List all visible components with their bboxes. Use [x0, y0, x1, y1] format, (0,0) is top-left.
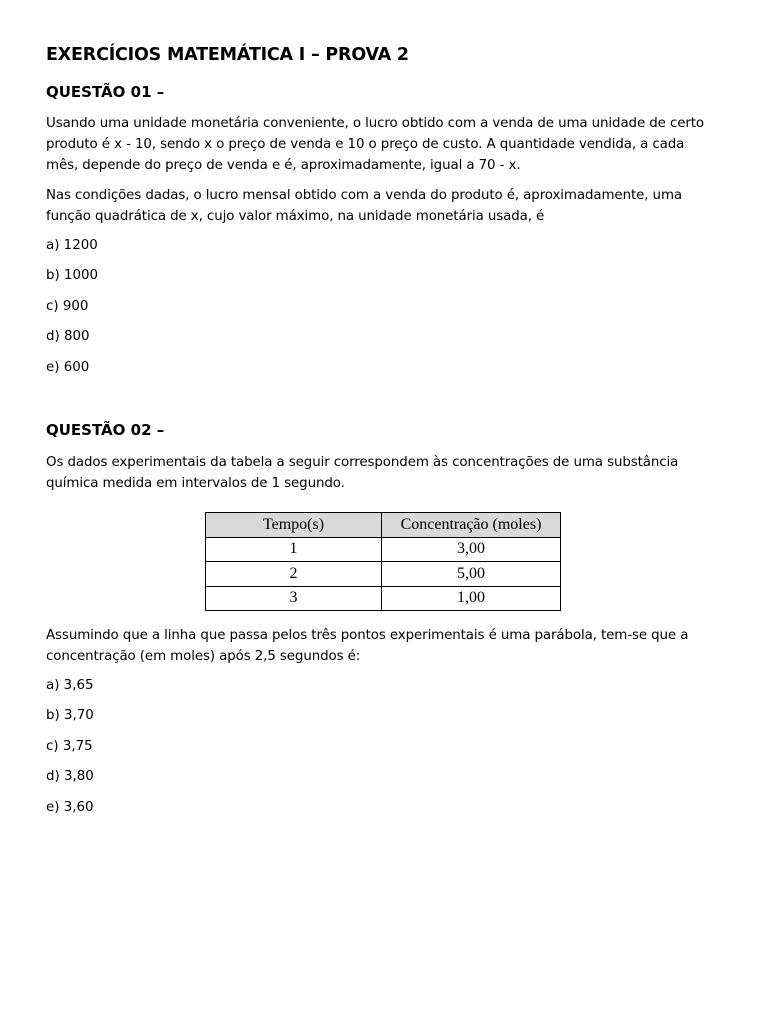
page-title: EXERCÍCIOS MATEMÁTICA I – PROVA 2 — [46, 45, 409, 65]
question-2-option-d: d) 3,80 — [46, 769, 94, 784]
question-1-heading: QUESTÃO 01 – — [46, 83, 165, 101]
question-2-statement: Os dados experimentais da tabela a seguir correspondem às concentrações de uma substância química medida em intervalos de 1 segundo. — [46, 455, 679, 491]
question-1-option-e: e) 600 — [46, 360, 90, 375]
table-cell-concentration: 5,00 — [382, 562, 561, 587]
table-row — [206, 586, 561, 611]
table-cell-concentration: 3,00 — [382, 537, 561, 562]
table-row — [206, 562, 561, 587]
question-2-heading: QUESTÃO 02 – — [46, 421, 165, 439]
table-cell-concentration: 1,00 — [382, 586, 561, 611]
question-2-option-b: b) 3,70 — [46, 708, 94, 723]
question-2-option-e: e) 3,60 — [46, 800, 94, 815]
table-cell-time: 2 — [206, 562, 382, 587]
question-2-option-a: a) 3,65 — [46, 678, 94, 693]
table-header-row — [206, 513, 561, 538]
question-1-option-c: c) 900 — [46, 299, 89, 314]
table-header-time: Tempo(s) — [206, 513, 382, 538]
question-1-statement: Usando uma unidade monetária conveniente, o lucro obtido com a venda de uma unidade de certo produto é x - 10, sendo x o preço de venda e 10 o preço de custo. A quantidade vendida, a cada mês, depende do preço de venda e é, aproximadamente, igual a 70 - x. — [46, 116, 704, 173]
question-2-prompt: Assumindo que a linha que passa pelos três pontos experimentais é uma parábola, tem-se que a concentração (em moles) após 2,5 segundos é: — [46, 628, 689, 664]
table-cell-time: 1 — [206, 537, 382, 562]
table-row — [206, 537, 561, 562]
question-2-option-c: c) 3,75 — [46, 739, 93, 754]
table-cell-time: 3 — [206, 586, 382, 611]
question-1-option-d: d) 800 — [46, 329, 90, 344]
concentration-table — [205, 512, 561, 611]
question-1-option-b: b) 1000 — [46, 268, 99, 283]
question-1-option-a: a) 1200 — [46, 238, 98, 253]
table-header-concentration: Concentração (moles) — [382, 513, 561, 538]
question-1-prompt: Nas condições dadas, o lucro mensal obtido com a venda do produto é, aproximadamente, uma função quadrática de x, cujo valor máximo, na unidade monetária usada, é — [46, 188, 682, 224]
